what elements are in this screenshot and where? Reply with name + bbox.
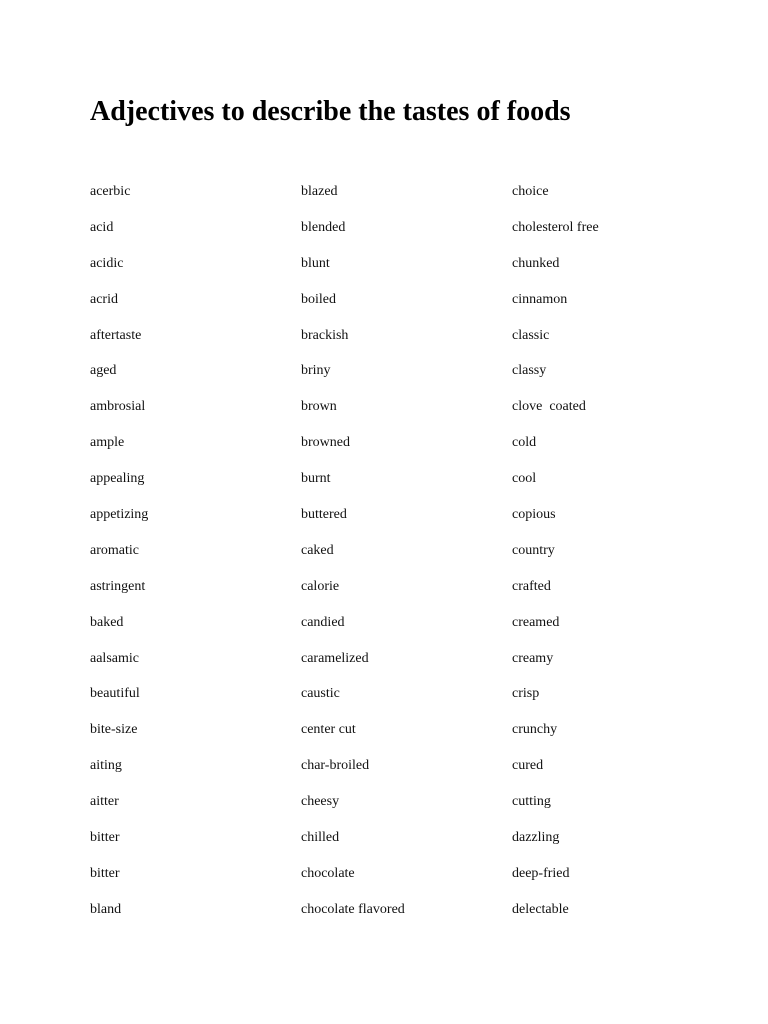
word-item: cheesy	[301, 794, 340, 810]
word-item: cool	[512, 471, 537, 487]
word-item: creamy	[512, 650, 554, 666]
word-item: ample	[90, 435, 125, 451]
word-item: aalsamic	[90, 650, 139, 666]
word-item: crafted	[512, 578, 551, 594]
word-item: acid	[90, 219, 114, 235]
word-item: aiting	[90, 758, 122, 774]
word-item: crunchy	[512, 722, 558, 738]
page-title: Adjectives to describe the tastes of foods	[90, 96, 571, 127]
word-item: boiled	[301, 291, 336, 307]
word-column-1	[90, 180, 290, 934]
word-item: aitter	[90, 794, 119, 810]
word-item: classic	[512, 327, 550, 343]
word-item: astringent	[90, 578, 146, 594]
word-item: caustic	[301, 686, 340, 702]
word-item: choice	[512, 184, 549, 199]
word-item: crisp	[512, 686, 540, 702]
word-item: bitter	[90, 865, 120, 881]
word-item: bite-size	[90, 722, 138, 738]
word-item: chocolate	[301, 865, 355, 881]
word-item: dazzling	[512, 830, 560, 846]
word-item: country	[512, 542, 555, 558]
word-item: creamed	[512, 614, 560, 630]
word-item: cinnamon	[512, 291, 568, 307]
word-item: bitter	[90, 830, 120, 846]
word-item: cholesterol free	[512, 219, 599, 235]
word-item: copious	[512, 507, 556, 523]
word-item: appetizing	[90, 507, 149, 523]
word-item: cold	[512, 435, 537, 451]
word-item: blended	[301, 219, 346, 235]
word-item: chunked	[512, 255, 560, 271]
word-item: chilled	[301, 830, 340, 846]
word-item: aftertaste	[90, 327, 142, 343]
word-item: calorie	[301, 578, 340, 594]
word-item: ambrosial	[90, 399, 146, 415]
word-item: aromatic	[90, 542, 139, 558]
word-item: blazed	[301, 184, 338, 199]
word-item: buttered	[301, 507, 347, 523]
word-item: bland	[90, 901, 122, 917]
word-item: burnt	[301, 471, 331, 487]
word-item: briny	[301, 363, 331, 379]
word-column-3	[512, 180, 712, 934]
word-item: deep-fried	[512, 865, 570, 881]
word-item: center cut	[301, 722, 356, 738]
word-item: browned	[301, 435, 350, 451]
word-item: char-broiled	[301, 758, 370, 774]
word-item: appealing	[90, 471, 145, 487]
word-item: aged	[90, 363, 117, 379]
word-item: acrid	[90, 291, 118, 307]
word-item: acidic	[90, 255, 124, 271]
word-item: classy	[512, 363, 547, 379]
word-item: delectable	[512, 901, 569, 917]
word-item: cured	[512, 758, 544, 774]
word-item: caramelized	[301, 650, 369, 666]
word-item: caked	[301, 542, 334, 558]
word-column-2	[301, 180, 501, 934]
word-item: beautiful	[90, 686, 140, 702]
word-item: chocolate flavored	[301, 901, 405, 917]
word-item: acerbic	[90, 184, 131, 199]
word-item: brown	[301, 399, 337, 415]
word-item: clove coated	[512, 399, 586, 415]
word-item: candied	[301, 614, 345, 630]
word-item: cutting	[512, 794, 551, 810]
word-item: baked	[90, 614, 124, 630]
word-item: brackish	[301, 327, 349, 343]
word-item: blunt	[301, 255, 330, 271]
